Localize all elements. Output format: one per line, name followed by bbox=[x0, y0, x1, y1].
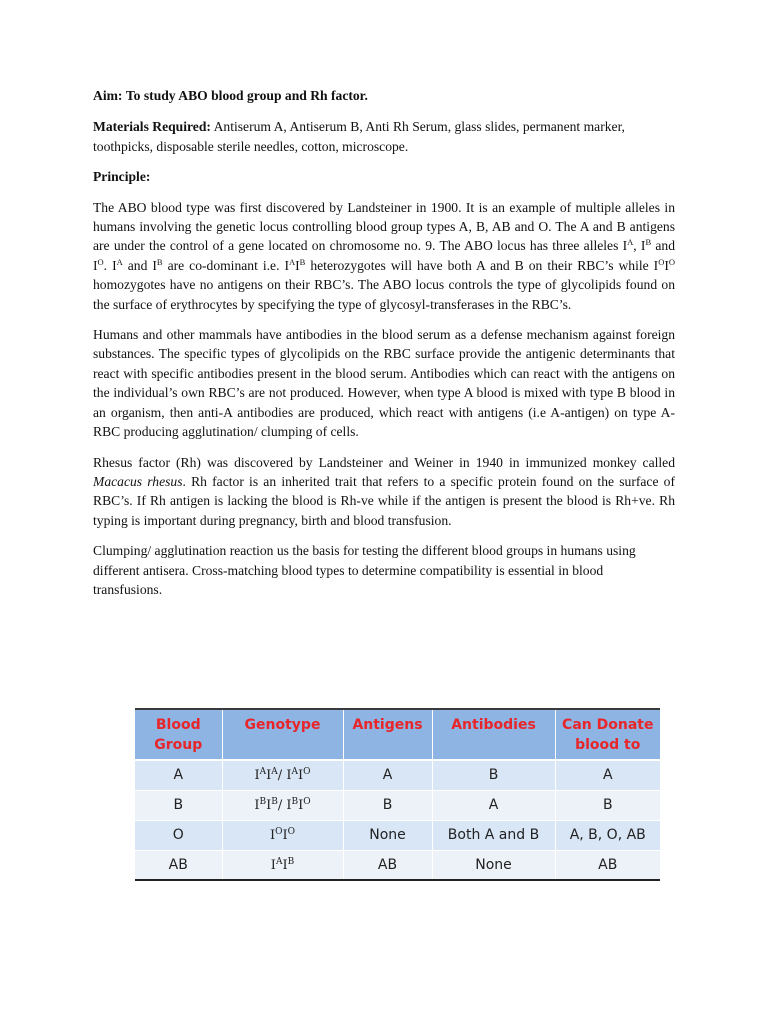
table-row bbox=[135, 790, 660, 820]
cell-genotype: $I^AI^A/$ $I^AI^O$ bbox=[222, 760, 343, 790]
header-blood-group: Blood Group bbox=[135, 710, 222, 760]
principle-heading: Principle: bbox=[93, 169, 151, 185]
cell-donate: B bbox=[555, 790, 660, 820]
cell-antigens: B bbox=[343, 790, 432, 820]
materials-label: Materials Required: bbox=[93, 119, 211, 135]
cell-antigens: None bbox=[343, 820, 432, 850]
cell-genotype: $I^OI^O$ bbox=[222, 820, 343, 850]
cell-antigens: A bbox=[343, 760, 432, 790]
materials-paragraph bbox=[93, 117, 675, 156]
aim-line bbox=[93, 86, 675, 105]
cell-antibodies: Both A and B bbox=[432, 820, 555, 850]
species-name: Macacus rhesus bbox=[93, 473, 183, 489]
table-header-row bbox=[135, 710, 660, 760]
cell-blood-group: AB bbox=[135, 850, 222, 880]
document-body bbox=[93, 86, 675, 610]
cell-blood-group: B bbox=[135, 790, 222, 820]
cell-antibodies: None bbox=[432, 850, 555, 880]
header-can-donate: Can Donate blood to bbox=[555, 710, 660, 760]
principle-paragraph-2: Humans and other mammals have antibodies in the blood serum as a defense mechanism against foreign substances. The specific types of glycolipids on the RBC surface provide the antigenic determinants that react with specific antibodies present in the blood serum. Antibodies which can react with the antigens on the individual’s own RBC’s are not produced. However, when type A blood is mixed with type B blood in an organism, then anti-A antibodies are produced, which react with antigens (i.e A-antigen) on type A- RBC producing agglutination/ clumping of cells. bbox=[93, 327, 675, 440]
principle-paragraph-4: Clumping/ agglutination reaction us the basis for testing the different blood groups in humans using different antisera. Cross-matching blood types to determine compatibility is essential in blood transfusions. bbox=[93, 543, 636, 597]
materials-text: Antiserum A, Antiserum B, Anti Rh Serum, glass slides, permanent marker, toothpicks, disposable sterile needles, cotton, microscope. bbox=[93, 119, 625, 154]
principle-paragraph-1: The ABO blood type was first discovered by Landsteiner in 1900. It is an example of multiple alleles in humans involving the genetic locus controlling blood group types A, B, AB and O. The A and B antigens are under the control of a gene located on chromosome no. 9. The ABO locus has three alleles $I^A$, $I^B$ and $I^O$. $I^A$ and $I^B$ are co-dominant i.e. $I^AI^B$ heterozygotes will have both A and B on their RBC’s while $I^OI^O$ homozygotes have no antigens on their RBC’s. The ABO locus controls the type of glycolipids found on the surface of erythrocytes by specifying the type of glycosyl-transferases in the RBC’s. bbox=[93, 199, 676, 312]
cell-donate: AB bbox=[555, 850, 660, 880]
table-row bbox=[135, 820, 660, 850]
aim-text: To study ABO blood group and Rh factor. bbox=[125, 88, 368, 103]
header-genotype: Genotype bbox=[222, 710, 343, 760]
header-antibodies: Antibodies bbox=[432, 710, 555, 760]
principle-paragraph-3: Rhesus factor (Rh) was discovered by Landsteiner and Weiner in 1940 in immunized monkey called Macacus rhesus. Rh factor is an inherited trait that refers to a specific protein found on the surface of RBC’s. If Rh antigen is lacking the blood is Rh-ve while if the antigen is present the blood is Rh+ve. Rh typing is important during pregnancy, birth and blood transfusion. bbox=[93, 454, 675, 528]
cell-antigens: AB bbox=[343, 850, 432, 880]
header-antigens: Antigens bbox=[343, 710, 432, 760]
aim-label: Aim: bbox=[93, 88, 123, 103]
cell-donate: A, B, O, AB bbox=[555, 820, 660, 850]
table-row bbox=[135, 850, 660, 880]
blood-group-table bbox=[135, 708, 660, 881]
cell-genotype: $I^BI^B/$ $I^BI^O$ bbox=[222, 790, 343, 820]
cell-genotype: $I^AI^B$ bbox=[222, 850, 343, 880]
table-row bbox=[135, 760, 660, 790]
cell-antibodies: B bbox=[432, 760, 555, 790]
cell-antibodies: A bbox=[432, 790, 555, 820]
cell-blood-group: A bbox=[135, 760, 222, 790]
cell-blood-group: O bbox=[135, 820, 222, 850]
cell-donate: A bbox=[555, 760, 660, 790]
